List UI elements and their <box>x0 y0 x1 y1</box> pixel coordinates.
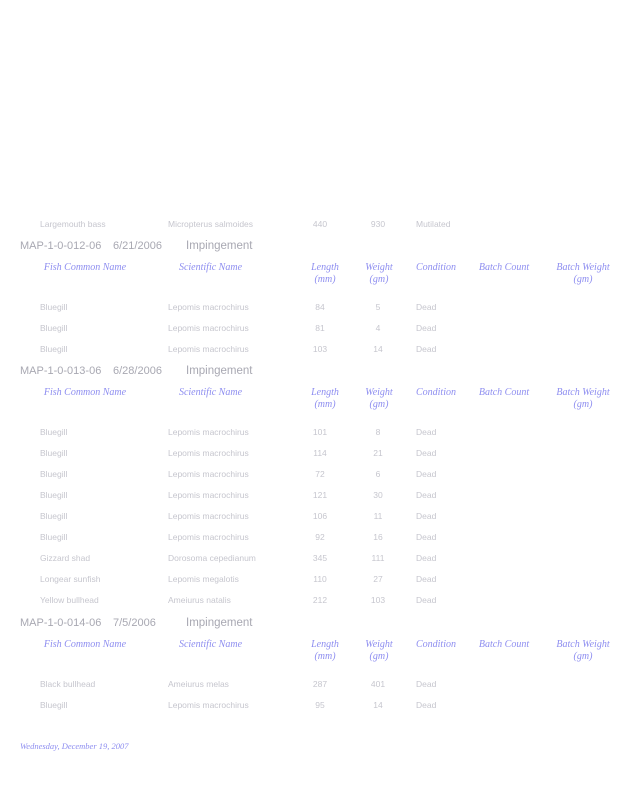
condition-value: Mutilated <box>416 219 451 229</box>
weight-value: 14 <box>373 344 383 354</box>
header-batch-weight-label: Batch Weight <box>556 387 610 398</box>
table-row <box>0 487 618 505</box>
header-length-label: Length <box>311 387 339 398</box>
table-row <box>0 529 618 547</box>
scientific-name: Lepomis macrochirus <box>168 302 249 312</box>
header-weight <box>357 639 401 663</box>
header-length-unit: (mm) <box>314 399 336 410</box>
fish-common-name: Black bullhead <box>40 679 96 689</box>
scientific-name: Lepomis macrochirus <box>168 344 249 354</box>
weight-value: 30 <box>373 490 383 500</box>
sample-header <box>0 364 618 380</box>
weight-value: 16 <box>373 532 383 542</box>
sample-date: 6/21/2006 <box>113 240 162 252</box>
header-common-name: Fish Common Name <box>43 639 127 650</box>
weight-value: 111 <box>371 553 385 563</box>
weight-value: 11 <box>373 511 383 521</box>
condition-value: Dead <box>416 427 437 437</box>
fish-common-name: Bluegill <box>40 427 68 437</box>
condition-value: Dead <box>416 679 437 689</box>
scientific-name: Micropterus salmoides <box>168 219 254 229</box>
header-scientific-name: Scientific Name <box>178 639 243 650</box>
table-row <box>0 508 618 526</box>
column-header-row <box>0 639 618 671</box>
header-batch-count: Batch Count <box>478 639 530 650</box>
fish-common-name: Largemouth bass <box>40 219 106 229</box>
length-value: 212 <box>312 595 328 605</box>
scientific-name: Lepomis macrochirus <box>168 511 249 521</box>
weight-value: 401 <box>370 679 386 689</box>
column-header-row <box>0 262 618 294</box>
table-row <box>0 571 618 589</box>
scientific-name: Lepomis macrochirus <box>168 448 249 458</box>
header-condition: Condition <box>415 262 456 273</box>
weight-value: 930 <box>370 219 386 229</box>
scientific-name: Ameiurus natalis <box>168 595 231 605</box>
length-value: 92 <box>315 532 325 542</box>
scientific-name: Lepomis macrochirus <box>168 469 249 479</box>
fish-common-name: Bluegill <box>40 344 68 354</box>
table-row <box>0 299 618 317</box>
table-row <box>0 697 618 715</box>
header-batch-weight-label: Batch Weight <box>556 639 610 650</box>
length-value: 106 <box>312 511 328 521</box>
length-value: 101 <box>312 427 328 437</box>
column-header-row <box>0 387 618 419</box>
fish-common-name: Bluegill <box>40 490 68 500</box>
sample-type: Impingement <box>186 365 253 377</box>
header-common-name: Fish Common Name <box>43 387 127 398</box>
header-length-label: Length <box>311 639 339 650</box>
header-weight-label: Weight <box>365 639 393 650</box>
header-batch-weight <box>548 639 618 663</box>
sample-type: Impingement <box>186 240 253 252</box>
table-row <box>0 550 618 568</box>
sample-id: MAP-1-0-012-06 <box>20 240 102 252</box>
table-row <box>0 592 618 610</box>
header-condition: Condition <box>415 387 456 398</box>
sample-id: MAP-1-0-014-06 <box>20 617 102 629</box>
sample-header <box>0 616 618 632</box>
condition-value: Dead <box>416 323 437 333</box>
header-batch-count: Batch Count <box>478 262 530 273</box>
table-row <box>0 466 618 484</box>
scientific-name: Lepomis megalotis <box>168 574 239 584</box>
condition-value: Dead <box>416 511 437 521</box>
length-value: 84 <box>315 302 325 312</box>
weight-value: 6 <box>375 469 381 479</box>
fish-common-name: Gizzard shad <box>40 553 91 563</box>
weight-value: 5 <box>375 302 381 312</box>
header-weight <box>357 262 401 286</box>
length-value: 287 <box>312 679 328 689</box>
header-weight-unit: (gm) <box>369 399 389 410</box>
table-row <box>0 216 618 234</box>
condition-value: Dead <box>416 595 437 605</box>
table-row <box>0 424 618 442</box>
condition-value: Dead <box>416 469 437 479</box>
condition-value: Dead <box>416 574 437 584</box>
length-value: 95 <box>315 700 325 710</box>
header-batch-count: Batch Count <box>478 387 530 398</box>
weight-value: 8 <box>375 427 381 437</box>
length-value: 72 <box>315 469 325 479</box>
scientific-name: Lepomis macrochirus <box>168 700 249 710</box>
header-batch-weight-unit: (gm) <box>573 651 593 662</box>
sample-date: 7/5/2006 <box>113 617 156 629</box>
fish-common-name: Bluegill <box>40 302 68 312</box>
fish-common-name: Bluegill <box>40 323 68 333</box>
report-date-footer: Wednesday, December 19, 2007 <box>20 741 129 751</box>
fish-common-name: Bluegill <box>40 469 68 479</box>
length-value: 103 <box>312 344 328 354</box>
condition-value: Dead <box>416 448 437 458</box>
header-batch-weight-unit: (gm) <box>573 399 593 410</box>
header-weight-label: Weight <box>365 262 393 273</box>
header-length <box>300 262 350 286</box>
condition-value: Dead <box>416 532 437 542</box>
header-batch-weight <box>548 262 618 286</box>
sample-type: Impingement <box>186 617 253 629</box>
header-length-unit: (mm) <box>314 274 336 285</box>
length-value: 81 <box>315 323 325 333</box>
sample-header <box>0 239 618 255</box>
fish-common-name: Longear sunfish <box>40 574 101 584</box>
header-weight <box>357 387 401 411</box>
condition-value: Dead <box>416 490 437 500</box>
header-weight-label: Weight <box>365 387 393 398</box>
header-condition: Condition <box>415 639 456 650</box>
scientific-name: Lepomis macrochirus <box>168 323 249 333</box>
header-weight-unit: (gm) <box>369 651 389 662</box>
header-scientific-name: Scientific Name <box>178 262 243 273</box>
header-scientific-name: Scientific Name <box>178 387 243 398</box>
condition-value: Dead <box>416 302 437 312</box>
table-row <box>0 341 618 359</box>
weight-value: 27 <box>373 574 383 584</box>
weight-value: 4 <box>375 323 381 333</box>
sample-id: MAP-1-0-013-06 <box>20 365 102 377</box>
sample-date: 6/28/2006 <box>113 365 162 377</box>
table-row <box>0 445 618 463</box>
length-value: 110 <box>313 574 327 584</box>
header-length-unit: (mm) <box>314 651 336 662</box>
fish-common-name: Bluegill <box>40 532 68 542</box>
condition-value: Dead <box>416 344 437 354</box>
fish-common-name: Yellow bullhead <box>40 595 99 605</box>
weight-value: 14 <box>373 700 383 710</box>
header-common-name: Fish Common Name <box>43 262 127 273</box>
length-value: 345 <box>312 553 328 563</box>
table-row <box>0 320 618 338</box>
length-value: 440 <box>312 219 328 229</box>
header-batch-weight-unit: (gm) <box>573 274 593 285</box>
scientific-name: Ameiurus melas <box>168 679 229 689</box>
header-weight-unit: (gm) <box>369 274 389 285</box>
fish-common-name: Bluegill <box>40 511 68 521</box>
length-value: 121 <box>312 490 328 500</box>
table-row <box>0 676 618 694</box>
fish-common-name: Bluegill <box>40 448 68 458</box>
scientific-name: Dorosoma cepedianum <box>168 553 256 563</box>
scientific-name: Lepomis macrochirus <box>168 532 249 542</box>
header-batch-weight <box>548 387 618 411</box>
header-length <box>300 639 350 663</box>
weight-value: 103 <box>370 595 386 605</box>
header-batch-weight-label: Batch Weight <box>556 262 610 273</box>
scientific-name: Lepomis macrochirus <box>168 490 249 500</box>
fish-common-name: Bluegill <box>40 700 68 710</box>
header-length <box>300 387 350 411</box>
weight-value: 21 <box>373 448 383 458</box>
length-value: 114 <box>313 448 327 458</box>
scientific-name: Lepomis macrochirus <box>168 427 249 437</box>
header-length-label: Length <box>311 262 339 273</box>
condition-value: Dead <box>416 553 437 563</box>
condition-value: Dead <box>416 700 437 710</box>
